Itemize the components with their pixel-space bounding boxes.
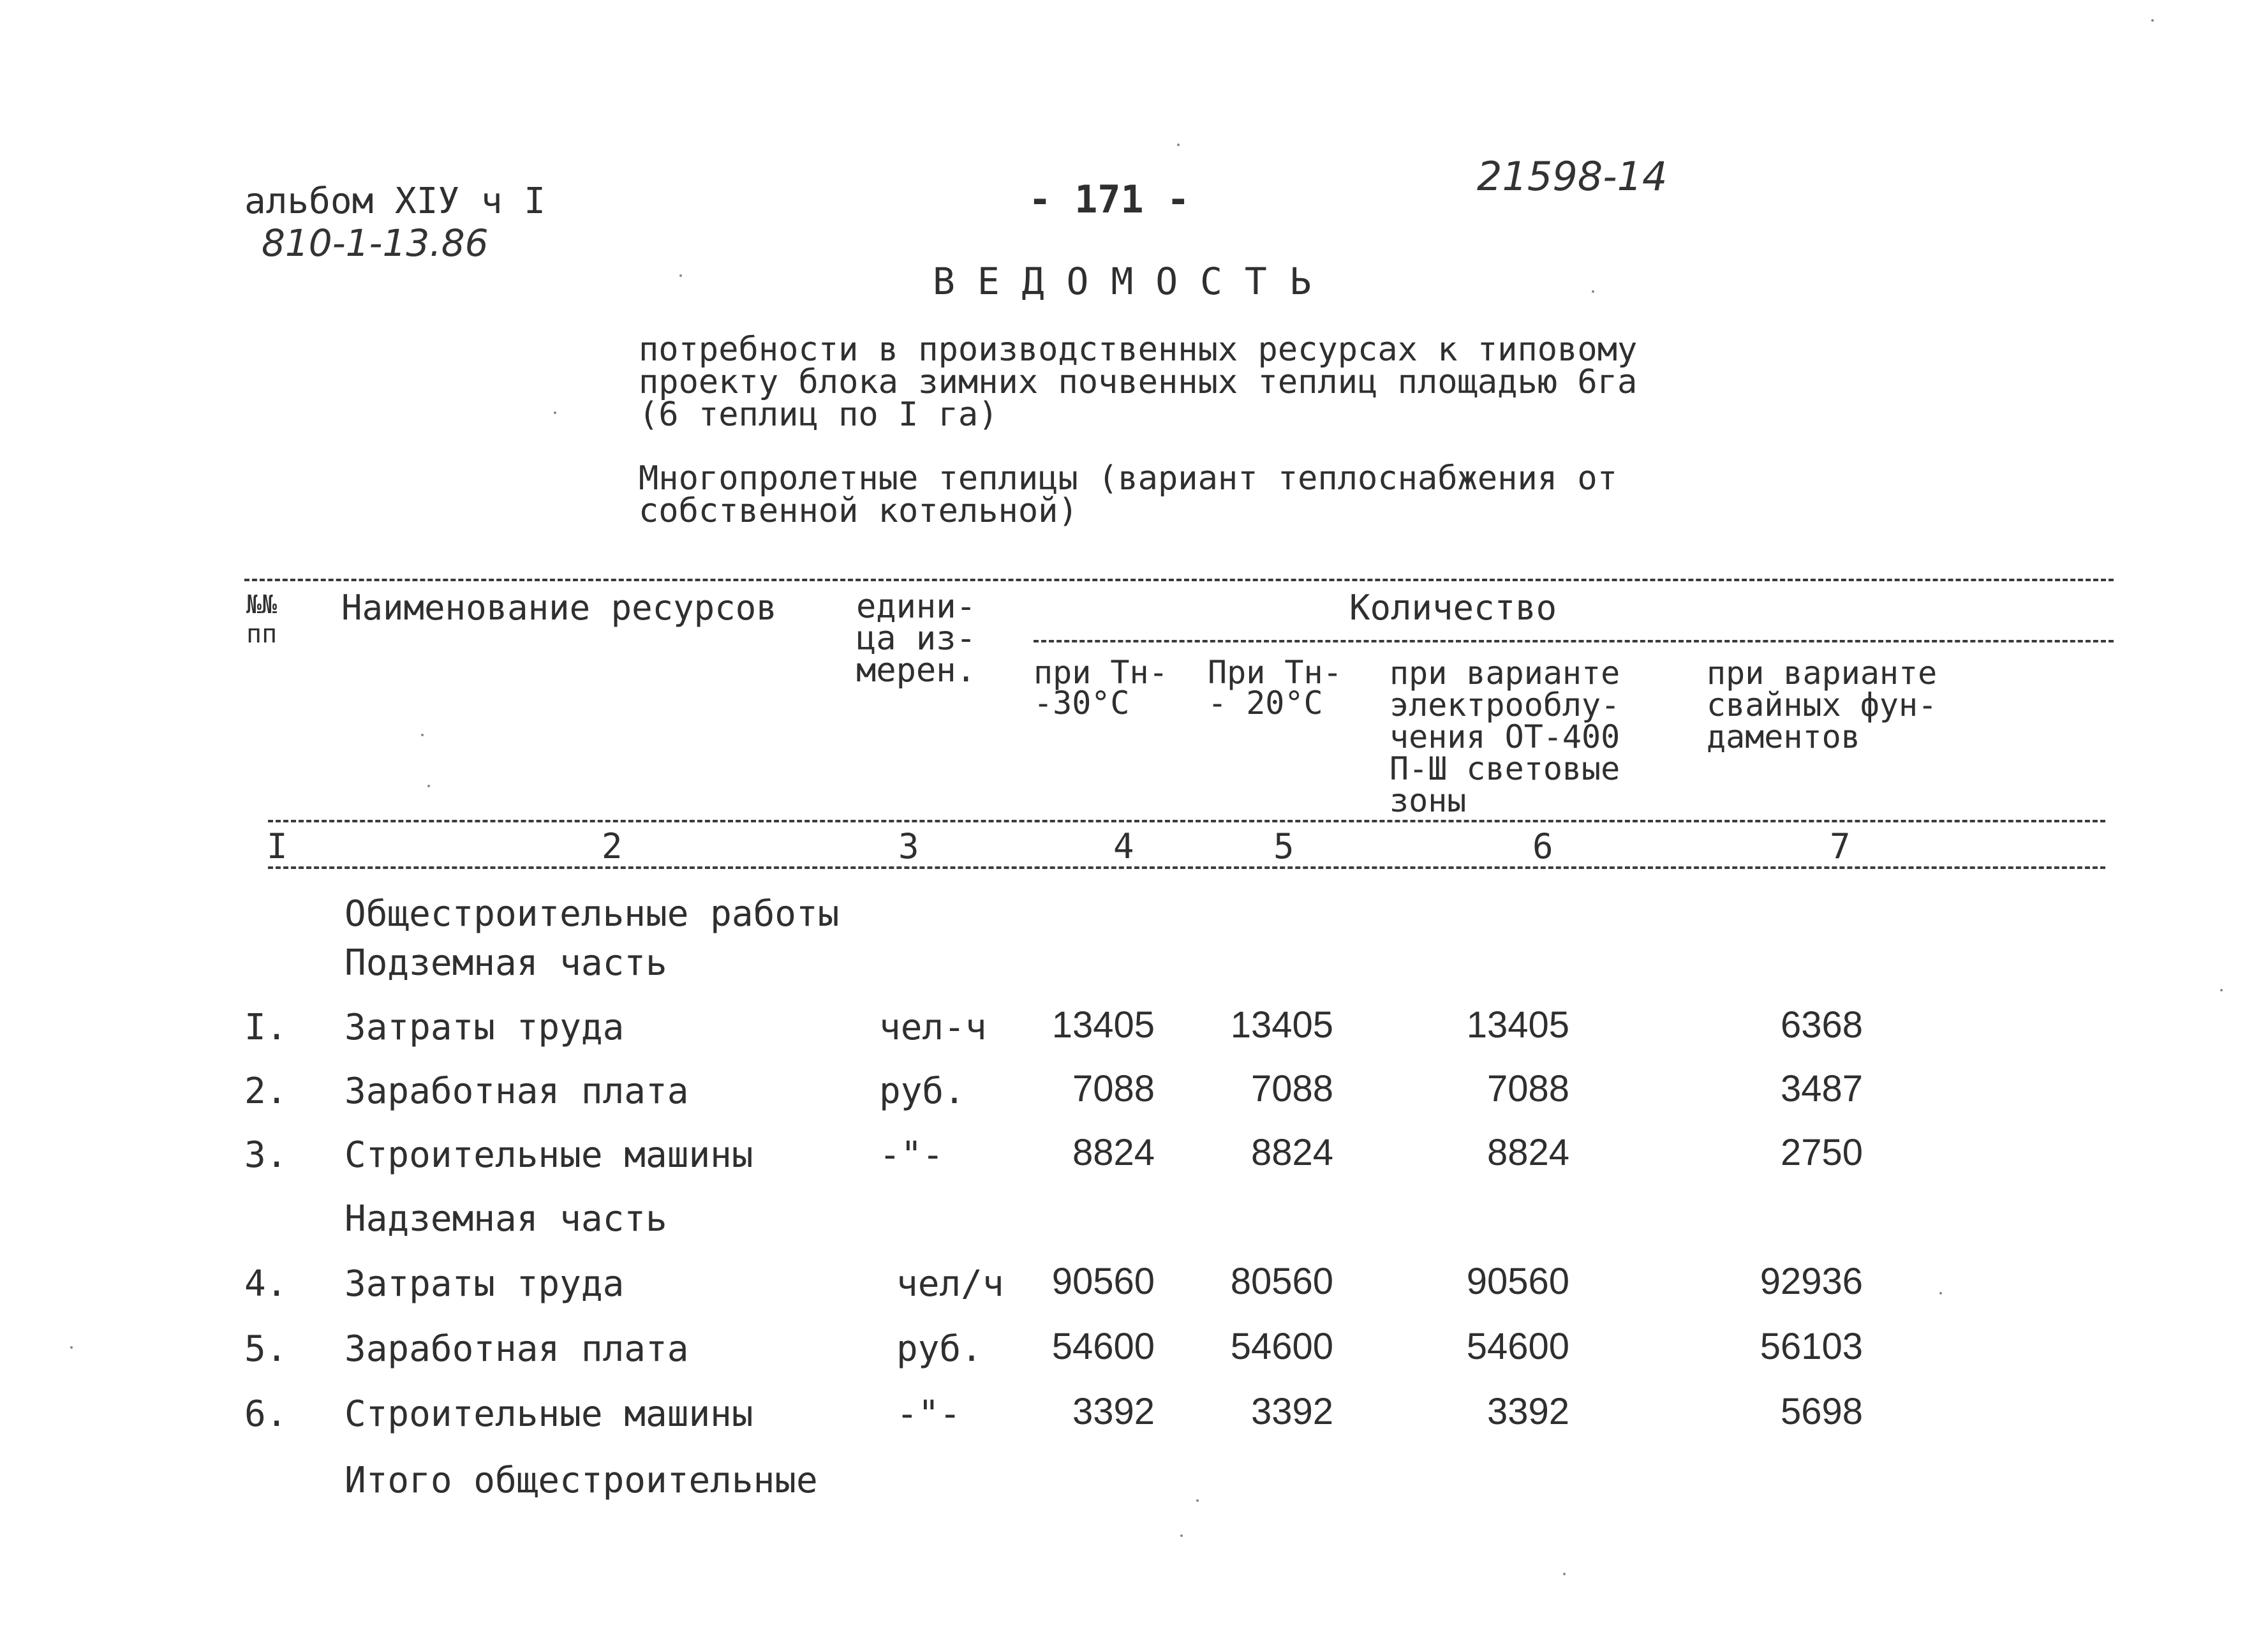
column-numbers-top-rule (268, 820, 2105, 822)
row-6-name: Строительные машины (345, 1393, 753, 1435)
row-3-col6: 8824 (1486, 1132, 1569, 1173)
row-1-col7: 6368 (1780, 1004, 1863, 1046)
row-6-col5: 3392 (1250, 1391, 1333, 1432)
row-5-col4: 54600 (1051, 1326, 1155, 1367)
row-5-col5: 54600 (1230, 1326, 1333, 1367)
header-col5: При Тн- - 20°С (1208, 654, 1342, 722)
row-2-name: Заработная плата (345, 1071, 689, 1112)
scan-speck (427, 785, 430, 787)
variant-description: Многопролетные теплицы (вариант теплоснабжения от собственной котельной) (639, 459, 1618, 530)
row-5-col6: 54600 (1466, 1326, 1569, 1367)
row-1-unit: чел-ч (879, 1007, 987, 1048)
header-quantity: Количество (1349, 588, 1557, 628)
colnum-1: I (267, 826, 288, 866)
header-unit: едини- ца из- мерен. (856, 588, 976, 690)
row-4-col5: 80560 (1230, 1261, 1333, 1302)
row-3-col7: 2750 (1780, 1132, 1863, 1173)
colnum-6: 6 (1532, 826, 1553, 866)
row-4-name: Затраты труда (345, 1263, 625, 1305)
row-4-col6: 90560 (1466, 1261, 1569, 1302)
colnum-5: 5 (1273, 826, 1294, 866)
colnum-4: 4 (1113, 826, 1134, 866)
section-general: Общестроительные работы (345, 893, 840, 935)
row-2-col6: 7088 (1486, 1068, 1569, 1109)
row-4-unit: чел/ч (896, 1263, 1004, 1305)
row-3-num: 3. (244, 1134, 288, 1176)
row-4-col4: 90560 (1051, 1261, 1155, 1302)
row-1-col5: 13405 (1230, 1004, 1333, 1046)
row-1-num: I. (244, 1007, 288, 1048)
row-1-col4: 13405 (1051, 1004, 1155, 1046)
row-2-col5: 7088 (1250, 1068, 1333, 1109)
scan-speck (1177, 144, 1180, 146)
scan-speck (2151, 19, 2154, 22)
page-number: - 171 - (1028, 177, 1190, 222)
colnum-3: 3 (898, 826, 919, 866)
column-numbers-bottom-rule (268, 866, 2105, 869)
section-underground: Подземная часть (345, 942, 667, 984)
header-col7: при варианте свайных фун- даментов (1707, 655, 1938, 755)
scan-speck (554, 412, 556, 414)
row-6-col6: 3392 (1486, 1391, 1569, 1432)
header-col6: при варианте электрооблу- чения ОТ-400 П-Ш световые зоны (1390, 655, 1620, 819)
table-top-rule (244, 579, 2114, 581)
row-6-col7: 5698 (1780, 1391, 1863, 1432)
scan-speck (1563, 1573, 1566, 1575)
row-5-num: 5. (244, 1328, 288, 1370)
row-4-num: 4. (244, 1263, 288, 1305)
row-3-name: Строительные машины (345, 1134, 753, 1176)
row-2-unit: руб. (879, 1071, 965, 1112)
row-5-name: Заработная плата (345, 1328, 689, 1370)
quantity-sub-rule (1034, 640, 2114, 642)
total-label: Итого общестроительные (345, 1460, 818, 1501)
scan-speck (1592, 290, 1594, 293)
colnum-2: 2 (602, 826, 623, 866)
row-1-col6: 13405 (1466, 1004, 1569, 1046)
header-num: №№ пп (246, 590, 278, 649)
section-aboveground: Надземная часть (345, 1198, 667, 1240)
row-5-col7: 56103 (1760, 1326, 1863, 1367)
row-3-col5: 8824 (1250, 1132, 1333, 1173)
scan-speck (1196, 1499, 1199, 1502)
header-name: Наименование ресурсов (341, 588, 777, 628)
scan-speck (70, 1346, 73, 1349)
row-3-unit: -"- (879, 1134, 944, 1176)
row-3-col4: 8824 (1072, 1132, 1155, 1173)
scan-speck (1180, 1534, 1183, 1537)
row-2-col4: 7088 (1072, 1068, 1155, 1109)
row-6-num: 6. (244, 1393, 288, 1435)
album-label: альбом XIУ ч I (244, 181, 546, 222)
document-subtitle: потребности в производственных ресурсах к типовому проекту блока зимних почвенных теплиц площадью 6га (6 теплиц по I га) (639, 330, 1638, 434)
header-col4: при Тн- -30°С (1034, 654, 1168, 722)
scan-speck (1939, 1292, 1942, 1295)
document-number: 21598-14 (1477, 153, 1668, 200)
scan-speck (421, 734, 424, 736)
row-2-num: 2. (244, 1071, 288, 1112)
album-code: 810-1-13.86 (262, 221, 489, 265)
document-title: В Е Д О М О С Т Ь (933, 260, 1312, 303)
row-4-col7: 92936 (1760, 1261, 1863, 1302)
row-5-unit: руб. (896, 1328, 982, 1370)
row-6-unit: -"- (896, 1393, 961, 1435)
scan-speck (679, 274, 682, 277)
row-2-col7: 3487 (1780, 1068, 1863, 1109)
colnum-7: 7 (1830, 826, 1851, 866)
row-6-col4: 3392 (1072, 1391, 1155, 1432)
scan-speck (2220, 989, 2223, 991)
row-1-name: Затраты труда (345, 1007, 625, 1048)
